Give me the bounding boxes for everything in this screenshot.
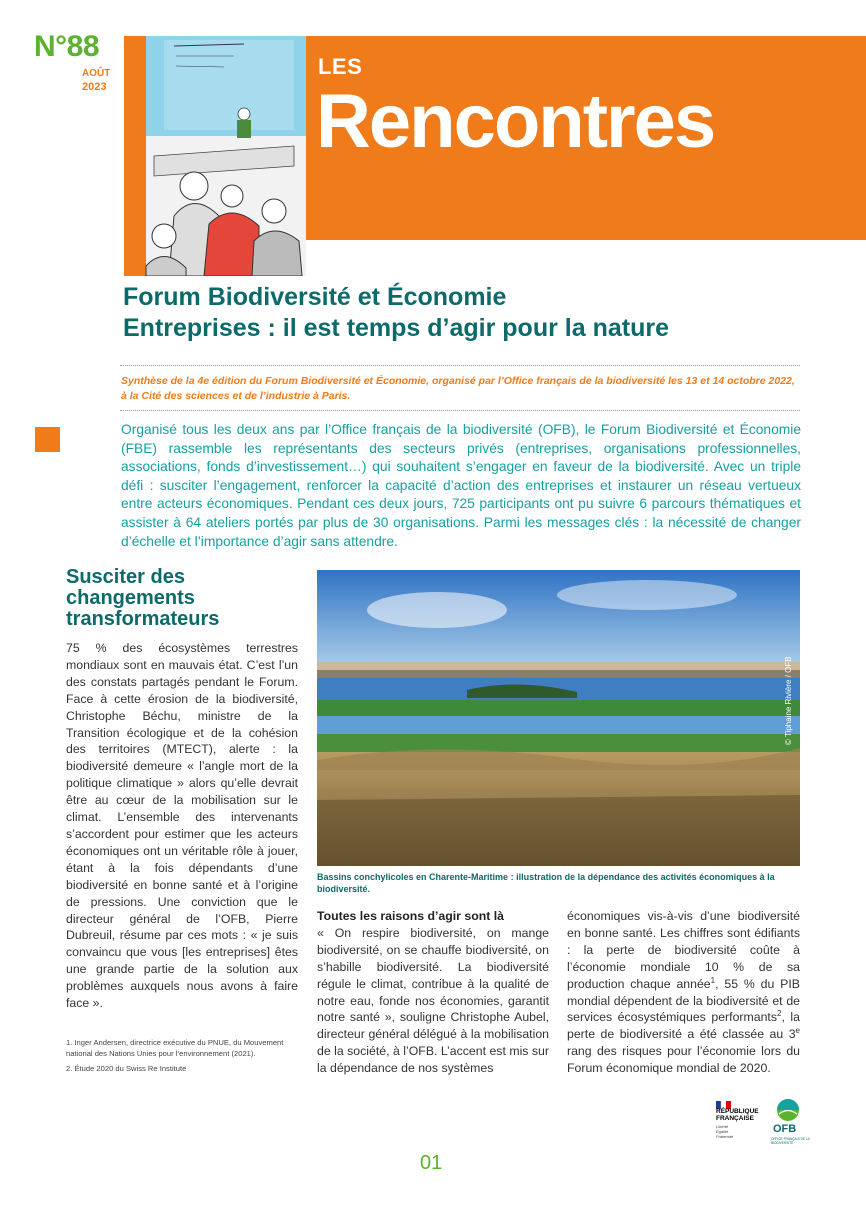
right-text-d: rang des risques pour l’économie lors du Forum économique mondial de 2020. [567,1044,800,1076]
footnote-ref-2: 2 [777,1009,782,1019]
article-headline [123,282,813,344]
issue-month: AOÛT [82,68,111,79]
footnote-2: 2. Étude 2020 du Swiss Re Institute [66,1064,187,1073]
divider [120,365,800,366]
synthesis-line-2: à la Cité des sciences et de l’industrie à Paris. [121,390,351,402]
motto-liberte: Liberté [716,1124,729,1129]
republique-motto [716,1124,733,1139]
intro-paragraph: Organisé tous les deux ans par l’Office français de la biodiversité (OFB), le Forum Biodiversité et Économie (FBE) rassemble les représentants des secteurs privés (entreprises, organisations professionnelles, associations, fonds d’investissement…) qui souhaitent s’engager en faveur de la biodiversité. Avec un triple défi : susciter l’engagement, renforcer la capacité d’action des entreprises et instaurer un réseau vertueux entre acteurs économiques. Pendant ces deux jours, 725 participants ont pu suivre 6 parcours thématiques et assister à 64 ateliers portés par plus de 30 organisations. Parmi les messages clés : la nécessité de changer d’échelle et l’importance d’agir sans attendre. [121,422,801,549]
headline-line-1: Forum Biodiversité et Économie [123,283,507,311]
issue-year: 2023 [82,81,107,93]
ordinal-suffix: e [795,1026,800,1036]
motto-fraternite: Fraternité [716,1134,734,1139]
section-heading: Susciter des changements transformateurs [66,566,220,630]
right-text-a: économiques vis-à-vis d’une biodiversité en bonne santé. Les chiffres sont édifiants : la perte de biodiversité coûte à l’économie mondiale 10 % de sa production chaque année [567,909,800,991]
subsection-body: « On respire biodiversité, on mange biodiversité, on se chauffe biodiversité, on s’habille biodiversité. La biodiversité régule le climat, contribue à la qualité de notre eau, fonde nos économies, garantit notre santé », souligne Christophe Aubel, directeur général délégué à la mobilisation de la société, à l’OFB. L’accent est mis sur la dépendance de nos systèmes [317,925,549,1076]
footnote-1: 1. Inger Andersen, directrice exécutive du PNUE, du Mouvement national des Nations Unies pour l’environnement (2021). [66,1038,284,1058]
divider [120,410,800,411]
ofb-wordmark: OFB [773,1123,797,1135]
page-number: 01 [420,1152,443,1174]
republique-francaise-name [716,1108,759,1122]
conference-sketch-illustration [124,36,306,276]
section-body: 75 % des écosystèmes terrestres mondiaux sont en mauvais état. C’est l’un des constats partagés pendant le Forum. Face à cette érosion de la biodiversité, Christophe Béchu, ministre de la Transition écologique et de la cohésion des territoires (MTECT), alerte : la biodiversité demeure « l’angle mort de la politique climatique » alors qu’elle devrait être au cœur de la mobilisation sur le climat. L’ensemble des intervenants s’accordent pour estimer que les acteurs économiques ont un véritable rôle à jouer, étant à la fois dépendants d’une biodiversité en bonne santé et à l’origine de pressions. Une conviction que le directeur général de l’OFB, Pierre Dubreuil, résume par ces mots : « je suis convaincu que vous [les entreprises] êtes une grande partie de la solution aux problèmes auxquels nous avons à faire face ». [66,641,298,1011]
banner-small-title: LES [318,54,363,79]
photo-caption: Bassins conchylicoles en Charente-Maritime : illustration de la dépendance des activités économiques à la biodiversité. [317,872,775,894]
subsection-heading: Toutes les raisons d’agir sont là [317,909,505,923]
synthesis-text [121,374,811,404]
photo-credit: © Tiphaine Rivière / OFB [784,656,793,745]
rf-name-line-1: RÉPUBLIQUE [716,1108,759,1115]
ofb-full-name: OFFICE FRANÇAIS DE LA BIODIVERSITÉ [771,1137,810,1145]
issue-prefix: N° [34,30,67,63]
synthesis-line-1: Synthèse de la 4e édition du Forum Biodiversité et Économie, organisé par l’Office français de la biodiversité les 13 et 14 octobre 2022, [121,375,795,387]
right-text-b: , 55 % du PIB mondial dépendent de la biodiversité et de services écosystémiques performants [567,976,800,1025]
issue-number-value: 88 [66,30,100,63]
footnotes [66,1037,302,1078]
motto-egalite: Égalité [716,1129,729,1134]
right-text-c: , la perte de biodiversité a été classée au 3 [567,1010,800,1042]
subsection-column [317,908,549,1077]
publication-title: Rencontres [316,79,715,164]
decorative-square [35,427,60,452]
rf-name-line-2: FRANÇAISE [716,1115,754,1122]
issue-number [34,30,99,64]
landscape-photo [317,570,800,866]
headline-line-2: Entreprises : il est temps d’agir pour la nature [123,314,669,342]
right-column-text [567,908,800,1077]
footnote-ref-1: 1 [710,975,716,985]
